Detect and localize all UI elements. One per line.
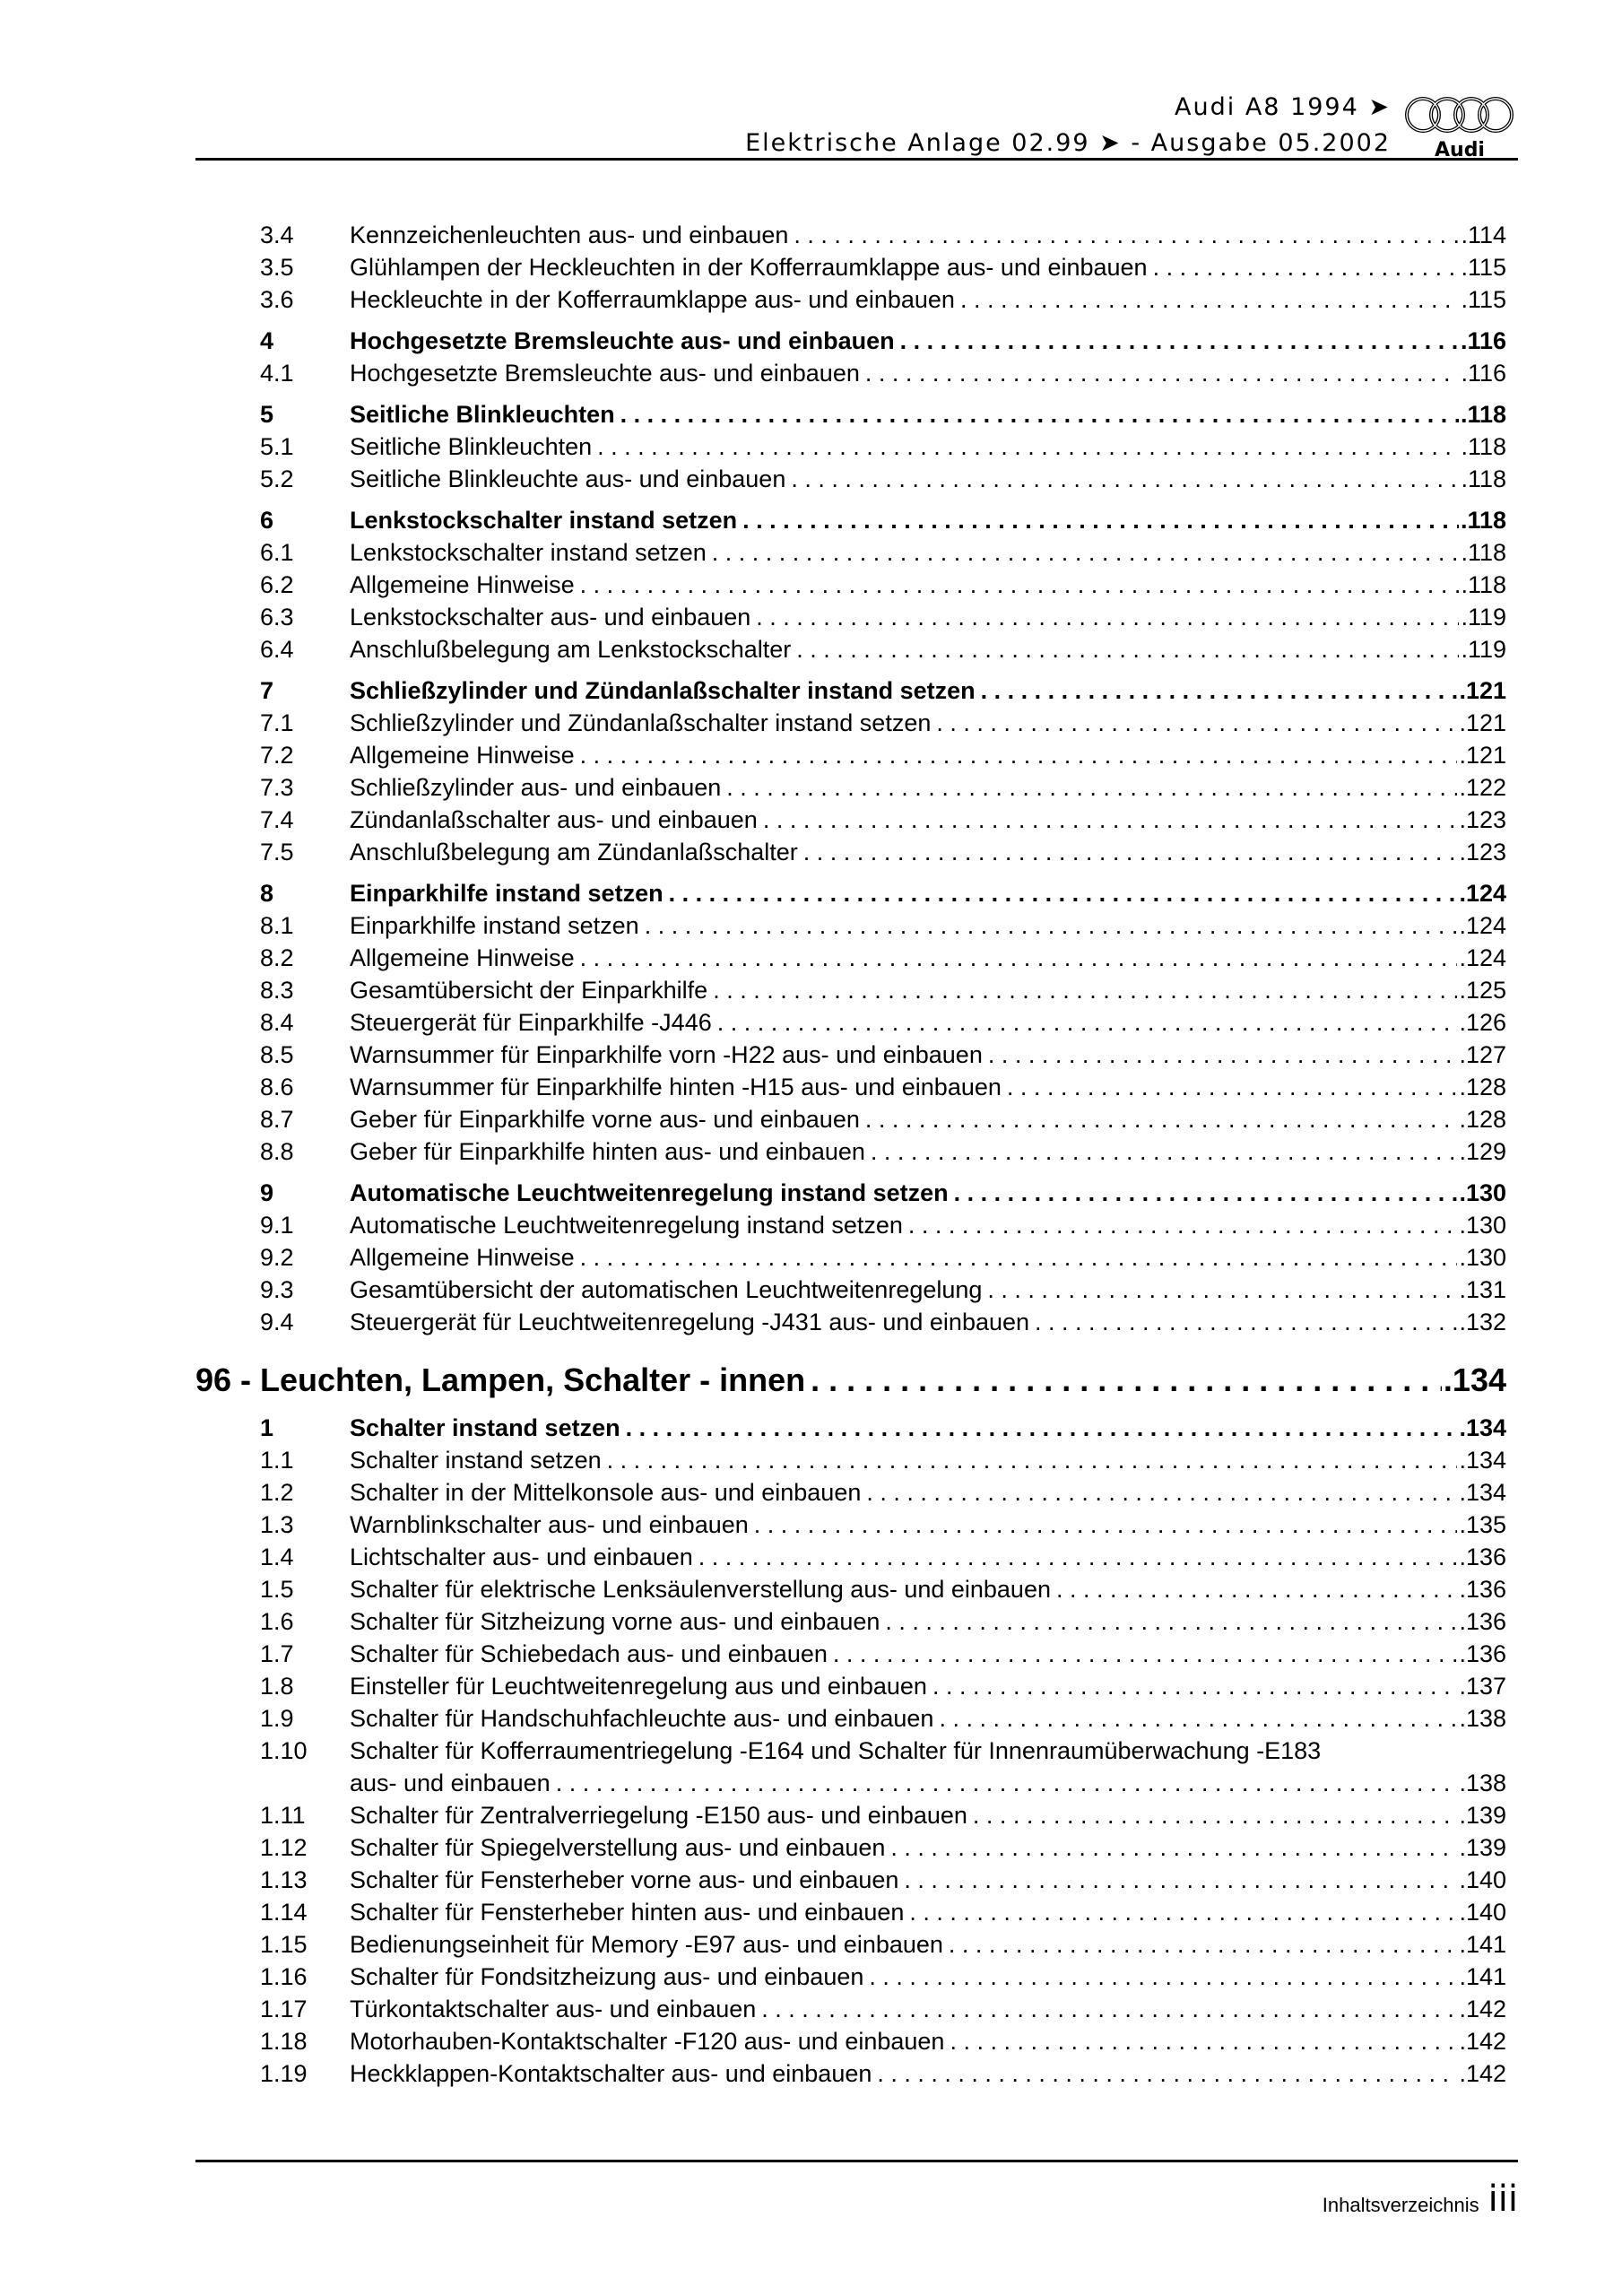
toc-entry-number: 6.1 (260, 539, 294, 566)
toc-entry-page: .130 (1457, 1241, 1506, 1274)
toc-entry[interactable] (195, 739, 1506, 771)
toc-entry-number: 8 (260, 880, 274, 907)
toc-entry[interactable] (195, 942, 1506, 974)
dot-leader (866, 1476, 1457, 1509)
toc-entry[interactable] (195, 569, 1506, 601)
toc-entry-title-continued: aus- und einbauen (350, 1767, 556, 1799)
toc-entry-title: Schließzylinder aus- und einbauen (350, 771, 726, 804)
dot-leader (597, 430, 1459, 463)
toc-entry-page: .115 (1459, 251, 1506, 283)
dot-leader (580, 569, 1460, 601)
page-header (195, 90, 1518, 161)
toc-entry-number: 6 (260, 507, 274, 534)
dot-leader (580, 1241, 1458, 1274)
table-of-contents (195, 219, 1506, 2090)
toc-entry-title: Seitliche Blinkleuchten (350, 430, 597, 463)
toc-entry-title: Schalter für elektrische Lenksäulenverstellung aus- und einbauen (350, 1573, 1056, 1605)
toc-entry-page: .130 (1457, 1177, 1506, 1209)
toc-entry[interactable] (195, 463, 1506, 495)
toc-entry-number: 1.10 (260, 1737, 308, 1764)
toc-entry-number: 1.18 (260, 2028, 308, 2055)
toc-entry-title: Lenkstockschalter instand setzen (350, 504, 742, 536)
toc-entry-title: Einsteller für Leuchtweitenregelung aus und einbauen (350, 1670, 932, 1702)
page-number: iii (1488, 2179, 1518, 2220)
toc-entry[interactable] (195, 1993, 1506, 2025)
toc-entry-title: Steuergerät für Einparkhilfe -J446 (350, 1006, 717, 1039)
dot-leader (742, 504, 1459, 536)
dot-leader (626, 1412, 1458, 1444)
toc-entry-page: .142 (1457, 1993, 1506, 2025)
dot-leader (763, 804, 1458, 836)
toc-entry-title: Schalter instand setzen (350, 1412, 626, 1444)
dot-leader (865, 1103, 1458, 1135)
toc-entry-page: .119 (1459, 601, 1506, 633)
toc-entry[interactable] (195, 1177, 1506, 1209)
dot-leader (712, 536, 1460, 569)
toc-entry[interactable] (195, 1006, 1506, 1039)
toc-entry-title: Lenkstockschalter aus- und einbauen (350, 601, 756, 633)
dot-leader (869, 1961, 1457, 1993)
toc-entry[interactable] (195, 1358, 1506, 1403)
toc-entry[interactable] (195, 1896, 1506, 1928)
toc-entry-page: .135 (1457, 1509, 1506, 1541)
toc-entry-title: Schalter für Fondsitzheizung aus- und einbauen (350, 1961, 869, 1993)
toc-entry[interactable] (195, 909, 1506, 942)
toc-entry[interactable] (195, 2057, 1506, 2090)
toc-entry[interactable] (195, 1638, 1506, 1670)
dot-leader (900, 325, 1459, 357)
toc-entry-page: .131 (1457, 1274, 1506, 1306)
toc-entry-title: Steuergerät für Leuchtweitenregelung -J431 aus- und einbauen (350, 1306, 1035, 1338)
toc-entry-title: Hochgesetzte Bremsleuchte aus- und einbauen (350, 357, 865, 389)
toc-entry[interactable] (195, 601, 1506, 633)
toc-entry[interactable] (195, 251, 1506, 283)
toc-entry-title: Motorhauben-Kontaktschalter -F120 aus- und einbauen (350, 2025, 950, 2057)
dot-leader (871, 1135, 1458, 1168)
dot-leader (698, 1541, 1458, 1573)
toc-entry-page: .139 (1457, 1799, 1506, 1831)
toc-entry-number: 1.2 (260, 1479, 294, 1506)
toc-entry[interactable] (195, 1605, 1506, 1638)
toc-entry-number: 7.4 (260, 806, 294, 833)
dot-leader (890, 1831, 1457, 1864)
toc-entry-number: 1.7 (260, 1640, 294, 1667)
toc-entry-number: 1.6 (260, 1608, 294, 1635)
toc-entry-page: .127 (1457, 1039, 1506, 1071)
audi-logo (1401, 93, 1518, 160)
toc-entry[interactable] (195, 1961, 1506, 1993)
toc-entry[interactable] (195, 633, 1506, 665)
dot-leader (865, 357, 1460, 389)
toc-entry[interactable] (195, 1039, 1506, 1071)
toc-entry-page: .139 (1457, 1831, 1506, 1864)
toc-entry-page: .118 (1459, 569, 1506, 601)
toc-entry-page: .118 (1459, 463, 1506, 495)
toc-entry-title: Seitliche Blinkleuchte aus- und einbauen (350, 463, 791, 495)
dot-leader (796, 633, 1459, 665)
toc-entry-title: Schalter für Zentralverriegelung -E150 aus- und einbauen (350, 1799, 973, 1831)
toc-entry-number: 5.1 (260, 433, 294, 460)
dot-leader (939, 1702, 1457, 1735)
toc-entry-page: .121 (1457, 739, 1506, 771)
toc-entry-number: 8.4 (260, 1009, 294, 1036)
toc-entry-title: Geber für Einparkhilfe hinten aus- und einbauen (350, 1135, 871, 1168)
toc-entry-page: .136 (1457, 1638, 1506, 1670)
toc-entry[interactable] (195, 2025, 1506, 2057)
toc-entry-number: 1.9 (260, 1705, 294, 1732)
toc-entry[interactable] (195, 674, 1506, 707)
toc-entry[interactable] (195, 504, 1506, 536)
dot-leader (932, 1670, 1457, 1702)
toc-entry-title: Warnsummer für Einparkhilfe vorn -H22 aus- und einbauen (350, 1039, 988, 1071)
toc-entry-number: 3.4 (260, 222, 294, 248)
toc-entry-number: 3.5 (260, 254, 294, 281)
toc-entry[interactable] (195, 1670, 1506, 1702)
dot-leader (794, 219, 1459, 251)
toc-entry-number: 6.2 (260, 571, 294, 598)
toc-entry-title: Allgemeine Hinweise (350, 569, 580, 601)
toc-entry-number: 1.15 (260, 1931, 308, 1958)
toc-entry-page: .134 (1457, 1412, 1506, 1444)
toc-entry-title: Gesamtübersicht der Einparkhilfe (350, 974, 713, 1006)
dot-leader (904, 1864, 1457, 1896)
toc-entry-title: Schalter für Sitzheizung vorne aus- und einbauen (350, 1605, 885, 1638)
toc-entry[interactable] (195, 1799, 1506, 1831)
dot-leader (973, 1799, 1458, 1831)
toc-entry[interactable] (195, 1541, 1506, 1573)
dot-leader (987, 1274, 1457, 1306)
toc-entry[interactable] (195, 1702, 1506, 1735)
dot-leader (885, 1605, 1457, 1638)
toc-entry-page: .130 (1457, 1209, 1506, 1241)
toc-entry-title: Anschlußbelegung am Lenkstockschalter (350, 633, 796, 665)
toc-entry-title: Geber für Einparkhilfe vorne aus- und einbauen (350, 1103, 865, 1135)
toc-entry[interactable] (195, 877, 1506, 909)
toc-entry-page: .121 (1457, 707, 1506, 739)
toc-entry-page: .136 (1457, 1541, 1506, 1573)
toc-entry[interactable] (195, 1573, 1506, 1605)
toc-entry-page: .118 (1459, 398, 1506, 430)
toc-entry-page: .137 (1457, 1670, 1506, 1702)
toc-entry-page: .114 (1459, 219, 1506, 251)
toc-entry-page: .142 (1457, 2025, 1506, 2057)
toc-entry-page: .122 (1457, 771, 1506, 804)
toc-entry-number: 8.1 (260, 912, 294, 939)
toc-entry[interactable] (195, 1412, 1506, 1444)
toc-entry-number: 4.1 (260, 360, 294, 387)
toc-entry[interactable] (195, 836, 1506, 868)
toc-entry-page: .124 (1457, 909, 1506, 942)
toc-entry-title: Glühlampen der Heckleuchten in der Kofferraumklappe aus- und einbauen (350, 251, 1153, 283)
toc-entry-page: .134 (1457, 1476, 1506, 1509)
dot-leader (754, 1509, 1458, 1541)
toc-entry-page: .121 (1457, 674, 1506, 707)
toc-entry-number: 7.1 (260, 709, 294, 736)
dot-leader (1153, 251, 1460, 283)
toc-entry-page: .134 (1442, 1358, 1506, 1403)
toc-entry-page: .138 (1457, 1702, 1506, 1735)
toc-entry-number: 1.12 (260, 1834, 308, 1861)
toc-entry[interactable] (195, 283, 1506, 316)
toc-entry-number: 1.13 (260, 1866, 308, 1893)
dot-leader (981, 674, 1458, 707)
toc-entry-number: 4 (260, 327, 274, 354)
dot-leader (717, 1006, 1458, 1039)
toc-entry-title: Automatische Leuchtweitenregelung instand setzen (350, 1209, 908, 1241)
toc-entry-number: 9.2 (260, 1244, 294, 1271)
toc-entry-number: 1 (260, 1414, 274, 1441)
toc-entry-number: 8.7 (260, 1106, 294, 1133)
toc-entry-page: .128 (1457, 1103, 1506, 1135)
toc-entry-title: Kennzeichenleuchten aus- und einbauen (350, 219, 794, 251)
toc-entry-number: 7.5 (260, 839, 294, 865)
toc-entry[interactable] (195, 357, 1506, 389)
toc-entry-page: .141 (1457, 1961, 1506, 1993)
toc-entry[interactable] (195, 804, 1506, 836)
toc-entry-number: 7 (260, 677, 274, 704)
dot-leader (713, 974, 1457, 1006)
toc-entry-title: Warnsummer für Einparkhilfe hinten -H15 aus- und einbauen (350, 1071, 1007, 1103)
toc-entry-page: .138 (1457, 1767, 1506, 1799)
toc-entry[interactable] (195, 536, 1506, 569)
toc-entry[interactable] (195, 707, 1506, 739)
toc-entry[interactable] (195, 1476, 1506, 1509)
dot-leader (607, 1444, 1458, 1476)
dot-leader (1056, 1573, 1457, 1605)
dot-leader (936, 707, 1457, 739)
toc-entry-number: 5 (260, 401, 274, 428)
toc-entry-number: 8.5 (260, 1041, 294, 1068)
toc-entry-title: Allgemeine Hinweise (350, 739, 580, 771)
toc-entry-number: 1.8 (260, 1673, 294, 1700)
toc-entry-number: 7.2 (260, 742, 294, 769)
toc-entry[interactable] (195, 1509, 1506, 1541)
toc-entry-page: .141 (1457, 1928, 1506, 1961)
logo-wordmark: Audi (1435, 139, 1485, 160)
page-footer (1322, 2179, 1518, 2220)
section-heading: 96 - Leuchten, Lampen, Schalter - innen (195, 1358, 811, 1403)
toc-entry-page: .118 (1459, 430, 1506, 463)
toc-entry-number: 1.1 (260, 1447, 294, 1474)
dot-leader (833, 1638, 1458, 1670)
toc-entry-number: 8.6 (260, 1074, 294, 1100)
toc-entry-page: .134 (1457, 1444, 1506, 1476)
toc-entry-number: 9.1 (260, 1212, 294, 1239)
header-rule (195, 158, 1518, 161)
toc-entry-page: .142 (1457, 2057, 1506, 2090)
toc-entry-page: .140 (1457, 1864, 1506, 1896)
toc-entry-number: 6.4 (260, 636, 294, 663)
footer-rule (195, 2160, 1518, 2162)
toc-entry-title: Seitliche Blinkleuchten (350, 398, 620, 430)
toc-entry-number: 8.3 (260, 977, 294, 1004)
toc-entry[interactable] (195, 1071, 1506, 1103)
toc-entry[interactable] (195, 1241, 1506, 1274)
toc-entry-title: Allgemeine Hinweise (350, 1241, 580, 1274)
toc-entry-title: Automatische Leuchtweitenregelung instand setzen (350, 1177, 954, 1209)
toc-entry-number: 1.11 (260, 1802, 306, 1829)
toc-entry-title: Schalter für Spiegelverstellung aus- und einbauen (350, 1831, 890, 1864)
toc-entry[interactable] (195, 430, 1506, 463)
toc-entry-page: .125 (1457, 974, 1506, 1006)
toc-entry-number: 9.4 (260, 1309, 294, 1335)
dot-leader (811, 1358, 1442, 1403)
dot-leader (803, 836, 1458, 868)
toc-entry-page: .136 (1457, 1605, 1506, 1638)
dot-leader (761, 1993, 1457, 2025)
toc-entry[interactable] (195, 974, 1506, 1006)
toc-entry-title: Türkontaktschalter aus- und einbauen (350, 1993, 761, 2025)
header-edition: Elektrische Anlage 02.99 ➤ - Ausgabe 05.2002 (745, 129, 1391, 157)
toc-entry-number: 1.16 (260, 1963, 308, 1990)
toc-entry-title: Zündanlaßschalter aus- und einbauen (350, 804, 763, 836)
toc-entry-title: Allgemeine Hinweise (350, 942, 580, 974)
header-model: Audi A8 1994 ➤ (1175, 93, 1391, 121)
toc-entry[interactable] (195, 1735, 1506, 1799)
toc-entry[interactable] (195, 1135, 1506, 1168)
toc-entry-page: .124 (1457, 877, 1506, 909)
toc-entry-page: .119 (1459, 633, 1506, 665)
toc-entry-title: Einparkhilfe instand setzen (350, 877, 669, 909)
toc-entry-page: .123 (1457, 836, 1506, 868)
toc-entry[interactable] (195, 1864, 1506, 1896)
toc-entry-page: .129 (1457, 1135, 1506, 1168)
toc-entry-page: .126 (1457, 1006, 1506, 1039)
dot-leader (791, 463, 1459, 495)
toc-entry-number: 3.6 (260, 286, 294, 313)
toc-entry-title: Warnblinkschalter aus- und einbauen (350, 1509, 754, 1541)
toc-entry-title: Schließzylinder und Zündanlaßschalter instand setzen (350, 674, 981, 707)
toc-entry-title: Schalter für Fensterheber hinten aus- und einbauen (350, 1896, 909, 1928)
toc-entry[interactable] (195, 1306, 1506, 1338)
toc-entry-page: .136 (1457, 1573, 1506, 1605)
toc-entry[interactable] (195, 1209, 1506, 1241)
toc-entry-page: .118 (1459, 504, 1506, 536)
dot-leader (950, 2025, 1457, 2057)
toc-entry-page: .116 (1459, 357, 1506, 389)
header-text (745, 90, 1391, 161)
toc-entry[interactable] (195, 325, 1506, 357)
dot-leader (954, 1177, 1458, 1209)
dot-leader (726, 771, 1457, 804)
toc-entry-title: Schalter für Handschuhfachleuchte aus- und einbauen (350, 1702, 939, 1735)
dot-leader (580, 739, 1458, 771)
toc-entry-title: Schalter in der Mittelkonsole aus- und einbauen (350, 1476, 866, 1509)
footer-label: Inhaltsverzeichnis (1322, 2194, 1479, 2216)
toc-entry-title: Schalter instand setzen (350, 1444, 607, 1476)
toc-entry-number: 9 (260, 1179, 274, 1206)
dot-leader (1007, 1071, 1458, 1103)
toc-entry-title: Schalter für Fensterheber vorne aus- und einbauen (350, 1864, 904, 1896)
toc-entry[interactable] (195, 1831, 1506, 1864)
dot-leader (556, 1767, 1458, 1799)
toc-entry-page: .118 (1459, 536, 1506, 569)
toc-entry[interactable] (195, 771, 1506, 804)
toc-entry-title: Lenkstockschalter instand setzen (350, 536, 712, 569)
toc-entry-title: Einparkhilfe instand setzen (350, 909, 645, 942)
toc-entry-title: Heckleuchte in der Kofferraumklappe aus- und einbauen (350, 283, 960, 316)
toc-entry-title: Bedienungseinheit für Memory -E97 aus- und einbauen (350, 1928, 949, 1961)
toc-entry-number: 1.4 (260, 1544, 294, 1570)
dot-leader (909, 1896, 1457, 1928)
dot-leader (988, 1039, 1458, 1071)
toc-entry[interactable] (195, 219, 1506, 251)
dot-leader (908, 1209, 1458, 1241)
toc-entry-number: 8.2 (260, 944, 294, 971)
toc-entry-number: 6.3 (260, 604, 294, 631)
toc-entry[interactable] (195, 398, 1506, 430)
toc-entry-page: .116 (1459, 325, 1506, 357)
toc-entry-title: Schalter für Kofferraumentriegelung -E164 und Schalter für Innenraumüberwachung -E183 (350, 1737, 1322, 1764)
toc-entry-page: .123 (1457, 804, 1506, 836)
toc-entry[interactable] (195, 1274, 1506, 1306)
toc-entry-page: .140 (1457, 1896, 1506, 1928)
toc-entry-number: 5.2 (260, 465, 294, 492)
dot-leader (669, 877, 1458, 909)
dot-leader (645, 909, 1458, 942)
toc-entry-number: 9.3 (260, 1276, 294, 1303)
dot-leader (960, 283, 1460, 316)
toc-entry-title: Schließzylinder und Zündanlaßschalter instand setzen (350, 707, 936, 739)
dot-leader (580, 942, 1458, 974)
toc-entry-title: Schalter für Schiebedach aus- und einbauen (350, 1638, 833, 1670)
toc-entry-page: .115 (1459, 283, 1506, 316)
toc-entry-title: Gesamtübersicht der automatischen Leuchtweitenregelung (350, 1274, 987, 1306)
toc-entry-number: 1.14 (260, 1899, 308, 1926)
toc-entry-number: 1.3 (260, 1511, 294, 1538)
dot-leader (877, 2057, 1457, 2090)
toc-entry-number: 1.5 (260, 1576, 294, 1603)
toc-entry-number: 8.8 (260, 1138, 294, 1165)
toc-entry-title: Heckklappen-Kontaktschalter aus- und einbauen (350, 2057, 877, 2090)
dot-leader (620, 398, 1459, 430)
dot-leader (1035, 1306, 1457, 1338)
toc-entry-title: Anschlußbelegung am Zündanlaßschalter (350, 836, 803, 868)
toc-entry-number: 1.19 (260, 2060, 308, 2087)
toc-entry-title: Lichtschalter aus- und einbauen (350, 1541, 698, 1573)
toc-entry-page: .124 (1457, 942, 1506, 974)
toc-entry-page: .128 (1457, 1071, 1506, 1103)
toc-entry-number: 7.3 (260, 774, 294, 801)
toc-entry-page: .132 (1457, 1306, 1506, 1338)
dot-leader (949, 1928, 1458, 1961)
dot-leader (756, 601, 1459, 633)
toc-entry[interactable] (195, 1928, 1506, 1961)
toc-entry-title: Hochgesetzte Bremsleuchte aus- und einbauen (350, 325, 900, 357)
toc-entry[interactable] (195, 1103, 1506, 1135)
toc-entry[interactable] (195, 1444, 1506, 1476)
toc-entry-number: 1.17 (260, 1996, 308, 2022)
